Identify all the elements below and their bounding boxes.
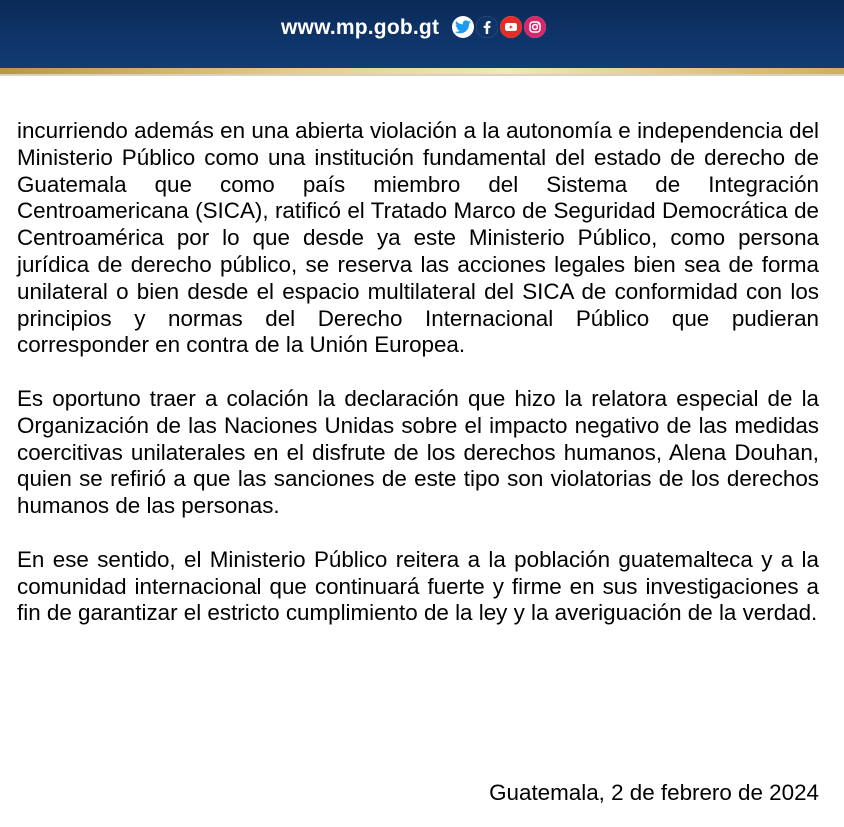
youtube-icon[interactable] xyxy=(500,16,522,38)
gold-divider-shadow xyxy=(0,74,844,76)
paragraph: Es oportuno traer a colación la declaración que hizo la relatora especial de la Organización de las Naciones Unidas sobre el impacto negativo de las medidas coercitivas unilaterales en el disfrute de los derechos humanos, Alena Douhan, quien se refirió a que las sanciones de este tipo son violatorias de los derechos humanos de las personas. xyxy=(17,385,819,519)
social-icons xyxy=(452,16,546,40)
paragraph: En ese sentido, el Ministerio Público reitera a la población guatemalteca y a la comunidad internacional que continuará fuerte y firme en sus investigaciones a fin de garantizar el estricto cumplimiento de la ley y la averiguación de la verdad. xyxy=(17,546,819,626)
dateline: Guatemala, 2 de febrero de 2024 xyxy=(489,780,819,805)
instagram-icon[interactable] xyxy=(524,16,546,38)
twitter-icon[interactable] xyxy=(452,16,474,38)
statement-body xyxy=(17,118,819,627)
website-link[interactable]: www.mp.gob.gt xyxy=(281,16,440,39)
paragraph: incurriendo además en una abierta violación a la autonomía e independencia del Ministerio Público como una institución fundamental del estado de derecho de Guatemala que como país miembro del Sistema de Integración Centroamericana (SICA), ratificó el Tratado Marco de Seguridad Democrática de Centroamérica por lo que desde ya este Ministerio Público, como persona jurídica de derecho público, se reserva las acciones legales bien sea de forma unilateral o bien desde el espacio multilateral del SICA de conformidad con los principios y normas del Derecho Internacional Público que pudieran corresponder en contra de la Unión Europea. xyxy=(17,118,819,358)
header-banner xyxy=(0,0,844,68)
facebook-icon[interactable] xyxy=(476,16,498,38)
